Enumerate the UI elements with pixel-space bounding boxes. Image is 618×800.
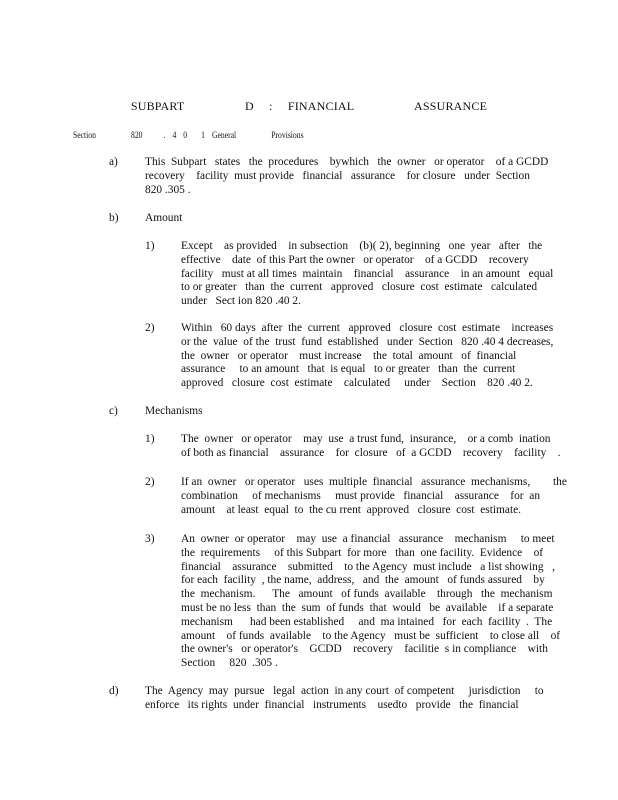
text-line: facility must at all times maintain financial assurance in an amount equal xyxy=(181,267,554,280)
text-line: the requirements of this Subpart for more than one facility. Evidence of xyxy=(181,546,544,559)
section-heading: Section 820 . 4 0 1 General Provisions xyxy=(73,130,304,140)
item-c2-text xyxy=(181,476,567,517)
text-line: mechanism had been established and ma intained for each facility . The xyxy=(181,615,553,628)
item-b2-text xyxy=(181,322,554,391)
item-c1-label: 1) xyxy=(145,433,155,445)
item-b1-text xyxy=(181,240,554,309)
text-line: must be no less than the sum of funds that would be available if a separate xyxy=(181,601,554,614)
text-line: 820 .305 . xyxy=(145,183,191,196)
item-b1-label: 1) xyxy=(145,240,155,252)
text-line: Section 820 .305 . xyxy=(181,657,278,670)
text-line: combination of mechanisms must provide financial assurance for an xyxy=(181,489,541,502)
text-line: amount of funds available to the Agency must be sufficient to close all of xyxy=(181,629,561,642)
text-line: for each facility , the name, address, and the amount of funds assured by xyxy=(181,574,545,587)
text-line: effective date of this Part the owner or operator of a GCDD recovery xyxy=(181,253,529,266)
text-line: of both as financial assurance for closure of a GCDD recovery facility . xyxy=(181,446,561,459)
item-c-label: c) xyxy=(109,405,118,417)
item-b-heading: Amount xyxy=(145,212,183,224)
text-line: recovery facility must provide financial assurance for closure under Section xyxy=(145,169,530,182)
item-c-heading: Mechanisms xyxy=(145,405,203,417)
item-b2-label: 2) xyxy=(145,322,155,334)
text-line: The owner or operator may use a trust fund, insurance, or a comb ination xyxy=(181,433,551,445)
item-c1-text xyxy=(181,433,561,461)
item-d-label: d) xyxy=(109,685,119,697)
text-line: or the value of the trust fund established under Section 820 .40 4 decreases, xyxy=(181,335,554,348)
item-a-label: a) xyxy=(109,156,118,168)
text-line: approved closure cost estimate calculated under Section 820 .40 2. xyxy=(181,377,533,390)
text-line: to or greater than the current approved closure cost estimate calculated xyxy=(181,281,538,294)
item-c3-text xyxy=(181,533,561,671)
text-line: The Agency may pursue legal action in any court of competent jurisdiction to xyxy=(145,685,544,697)
text-line: the mechanism. The amount of funds available through the mechanism xyxy=(181,588,553,601)
text-line: the owner or operator must increase the total amount of financial xyxy=(181,349,517,362)
text-line: This Subpart states the procedures bywhich the owner or operator of a GCDD xyxy=(145,156,549,168)
subpart-title: SUBPART D : FINANCIAL ASSURANCE xyxy=(130,99,488,113)
text-line: enforce its rights under financial instruments usedto provide the financial xyxy=(145,698,519,711)
text-line: If an owner or operator uses multiple financial assurance mechanisms, the xyxy=(181,476,567,488)
text-line: An owner or operator may use a financial assurance mechanism to meet xyxy=(181,533,555,545)
item-c2-label: 2) xyxy=(145,476,155,488)
item-a-text xyxy=(145,156,549,197)
text-line: assurance to an amount that is equal to or greater than the current xyxy=(181,363,516,376)
text-line: the owner's or operator's GCDD recovery facilitie s in compliance with xyxy=(181,643,548,656)
text-line: Within 60 days after the current approved closure cost estimate increases xyxy=(181,322,554,334)
text-line: Except as provided in subsection (b)( 2), beginning one year after the xyxy=(181,240,543,252)
text-line: financial assurance submitted to the Agency must include a list showing , xyxy=(181,560,555,573)
text-line: amount at least equal to the cu rrent approved closure cost estimate. xyxy=(181,503,522,516)
item-b-label: b) xyxy=(109,212,119,224)
text-line: under Sect ion 820 .40 2. xyxy=(181,295,301,308)
item-d-text xyxy=(145,685,544,713)
item-c3-label: 3) xyxy=(145,533,155,545)
